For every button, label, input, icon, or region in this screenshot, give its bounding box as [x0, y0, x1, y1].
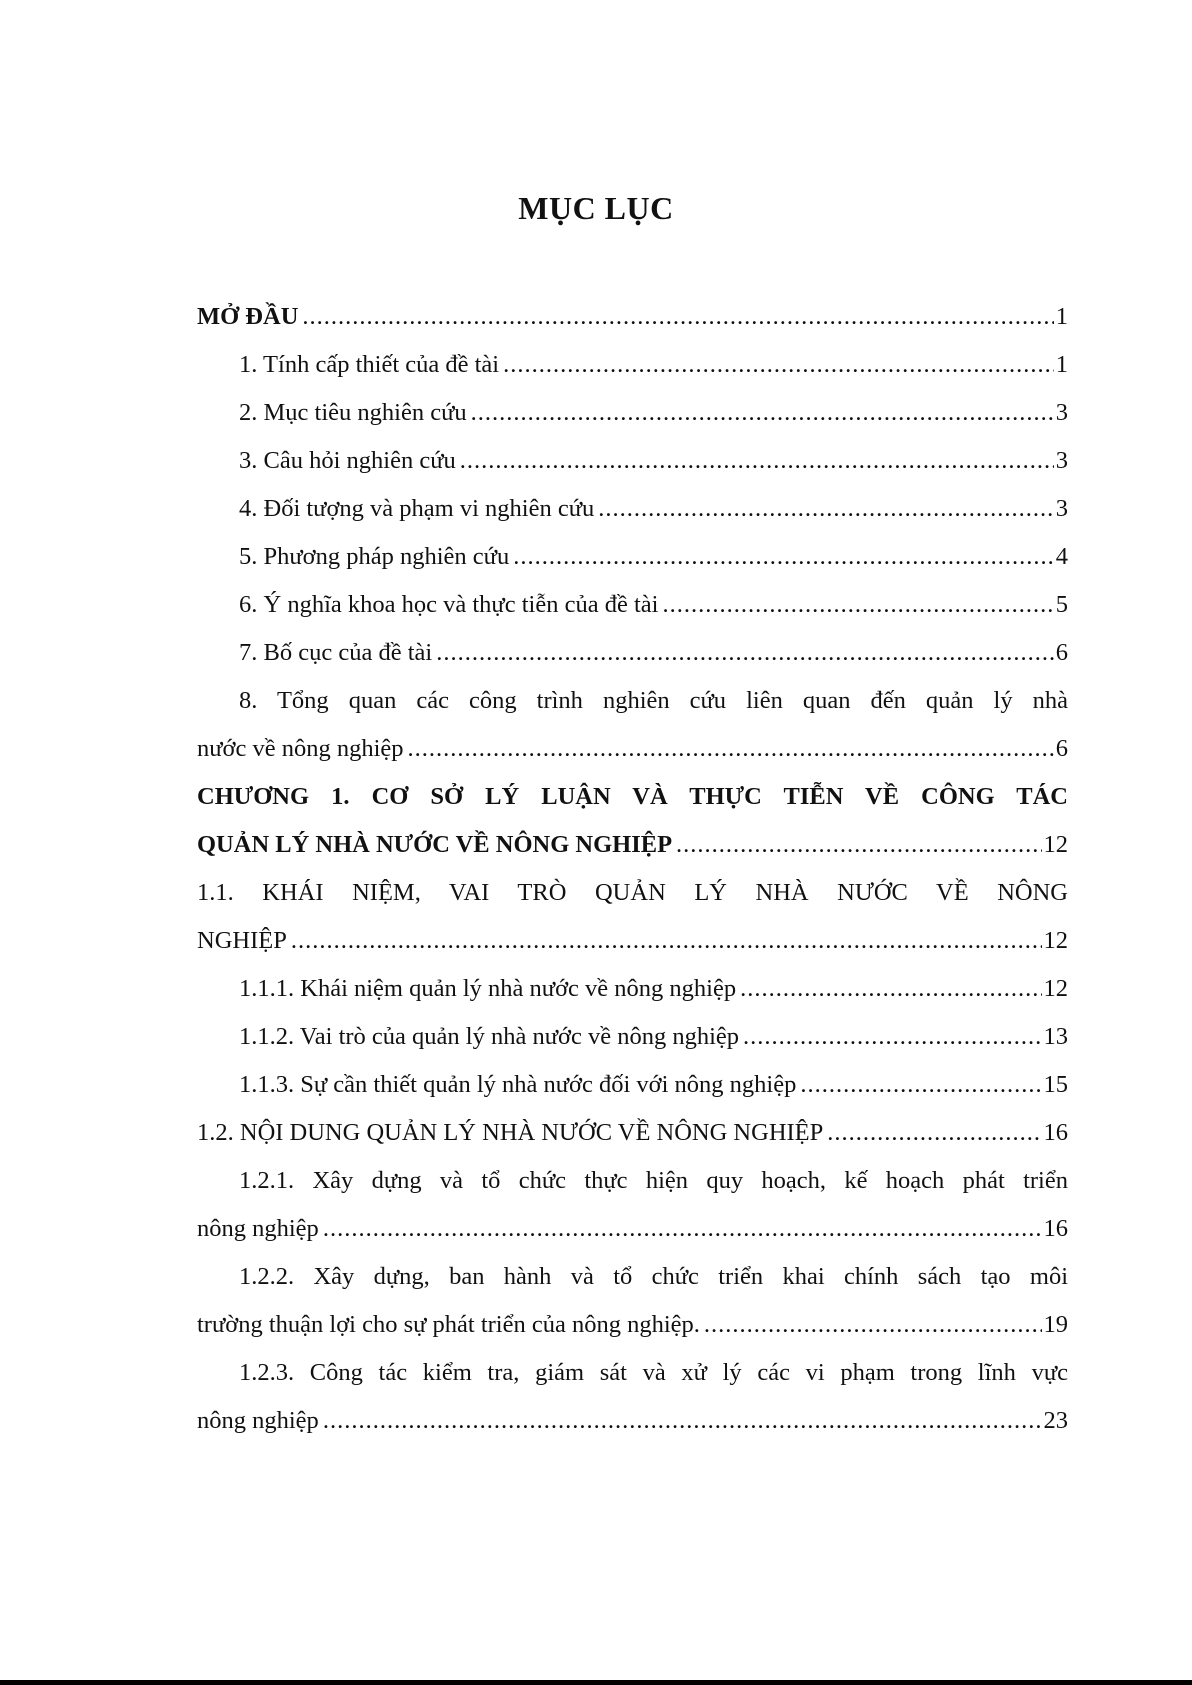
toc-page-number: 1: [1055, 303, 1068, 330]
dot-leader: [471, 389, 1054, 437]
toc-entry-1-2[interactable]: [197, 1109, 1068, 1157]
table-of-contents: [197, 293, 1068, 1445]
toc-entry-text-line2: nông nghiệp: [197, 1407, 319, 1434]
toc-entry-text: 3. Câu hỏi nghiên cứu: [239, 447, 456, 474]
toc-entry-5[interactable]: [197, 533, 1068, 581]
dot-leader: [800, 1061, 1041, 1109]
dot-leader: [408, 725, 1054, 773]
toc-entry-text-line1: CHƯƠNG 1. CƠ SỞ LÝ LUẬN VÀ THỰC TIỄN VỀ CÔNG TÁC: [197, 783, 1068, 810]
toc-entry-1-2-2[interactable]: [197, 1253, 1068, 1349]
toc-entry-text: 1.1.2. Vai trò của quản lý nhà nước về nông nghiệp: [239, 1023, 740, 1050]
toc-entry-mo-dau[interactable]: [197, 293, 1068, 341]
toc-entry-1-1-2[interactable]: [197, 1013, 1068, 1061]
toc-page-number: 15: [1043, 1071, 1068, 1098]
dot-leader: [598, 485, 1054, 533]
toc-page-number: 16: [1043, 1119, 1068, 1146]
dot-leader: [291, 917, 1042, 965]
dot-leader: [302, 293, 1053, 341]
toc-entry-text: 7. Bố cục của đề tài: [239, 639, 433, 666]
toc-entry-1-2-1[interactable]: [197, 1157, 1068, 1253]
toc-entry-text-line1: 1.2.2. Xây dựng, ban hành và tổ chức triển khai chính sách tạo môi: [239, 1263, 1068, 1290]
toc-page-number: 3: [1055, 495, 1068, 522]
dot-leader: [743, 1013, 1041, 1061]
toc-entry-text: 1. Tính cấp thiết của đề tài: [239, 351, 500, 378]
dot-leader: [460, 437, 1054, 485]
toc-entry-text-line2: trường thuận lợi cho sự phát triển của nông nghiệp.: [197, 1311, 700, 1338]
toc-entry-4[interactable]: [197, 485, 1068, 533]
toc-page-number: 12: [1043, 927, 1068, 954]
dot-leader: [662, 581, 1053, 629]
toc-entry-2[interactable]: [197, 389, 1068, 437]
toc-entry-3[interactable]: [197, 437, 1068, 485]
toc-entry-8[interactable]: [197, 677, 1068, 773]
toc-entry-1-1-1[interactable]: [197, 965, 1068, 1013]
toc-entry-text: 2. Mục tiêu nghiên cứu: [239, 399, 467, 426]
toc-page-number: 13: [1043, 1023, 1068, 1050]
toc-entry-6[interactable]: [197, 581, 1068, 629]
dot-leader: [704, 1301, 1042, 1349]
toc-entry-text-line2: QUẢN LÝ NHÀ NƯỚC VỀ NÔNG NGHIỆP: [197, 831, 673, 858]
toc-entry-text-line1: 1.2.3. Công tác kiểm tra, giám sát và xử lý các vi phạm trong lĩnh vực: [239, 1359, 1068, 1386]
dot-leader: [503, 341, 1054, 389]
toc-entry-text: 1.1.3. Sự cần thiết quản lý nhà nước đối với nông nghiệp: [239, 1071, 797, 1098]
toc-entry-text-line2: nông nghiệp: [197, 1215, 319, 1242]
toc-page-number: 5: [1055, 591, 1068, 618]
toc-entry-1-1[interactable]: [197, 869, 1068, 965]
dot-leader: [827, 1109, 1041, 1157]
toc-entry-text: MỞ ĐẦU: [197, 303, 299, 330]
toc-entry-text-line2: NGHIỆP: [197, 927, 287, 954]
toc-page-number: 6: [1055, 639, 1068, 666]
toc-entry-7[interactable]: [197, 629, 1068, 677]
toc-entry-text-line1: 1.1. KHÁI NIỆM, VAI TRÒ QUẢN LÝ NHÀ NƯỚC VỀ NÔNG: [197, 879, 1068, 906]
toc-entry-1-1-3[interactable]: [197, 1061, 1068, 1109]
toc-page-number: 1: [1055, 351, 1068, 378]
toc-page-number: 3: [1055, 447, 1068, 474]
toc-entry-text: 1.2. NỘI DUNG QUẢN LÝ NHÀ NƯỚC VỀ NÔNG NGHIỆP: [197, 1119, 824, 1146]
toc-entry-text: 5. Phương pháp nghiên cứu: [239, 543, 510, 570]
toc-page-number: 4: [1055, 543, 1068, 570]
toc-entry-chuong-1[interactable]: [197, 773, 1068, 869]
dot-leader: [740, 965, 1041, 1013]
toc-entry-text: 6. Ý nghĩa khoa học và thực tiễn của đề tài: [239, 591, 659, 618]
toc-page-number: 12: [1043, 975, 1068, 1002]
dot-leader: [436, 629, 1054, 677]
toc-page-number: 6: [1055, 735, 1068, 762]
toc-title: MỤC LỤC: [518, 190, 674, 226]
toc-page-number: 19: [1043, 1311, 1068, 1338]
toc-entry-1-2-3[interactable]: [197, 1349, 1068, 1445]
dot-leader: [323, 1205, 1042, 1253]
dot-leader: [676, 821, 1041, 869]
toc-entry-text-line1: 1.2.1. Xây dựng và tổ chức thực hiện quy hoạch, kế hoạch phát triển: [239, 1167, 1068, 1194]
dot-leader: [323, 1397, 1042, 1445]
toc-page-number: 16: [1043, 1215, 1068, 1242]
toc-entry-text-line2: nước về nông nghiệp: [197, 735, 404, 762]
toc-page-number: 3: [1055, 399, 1068, 426]
toc-page-number: 23: [1043, 1407, 1068, 1434]
toc-entry-1[interactable]: [197, 341, 1068, 389]
toc-page-number: 12: [1043, 831, 1068, 858]
toc-entry-text-line1: 8. Tổng quan các công trình nghiên cứu liên quan đến quản lý nhà: [239, 687, 1068, 714]
dot-leader: [513, 533, 1054, 581]
toc-entry-text: 4. Đối tượng và phạm vi nghiên cứu: [239, 495, 595, 522]
toc-entry-text: 1.1.1. Khái niệm quản lý nhà nước về nông nghiệp: [239, 975, 737, 1002]
bottom-border: [0, 1680, 1192, 1685]
